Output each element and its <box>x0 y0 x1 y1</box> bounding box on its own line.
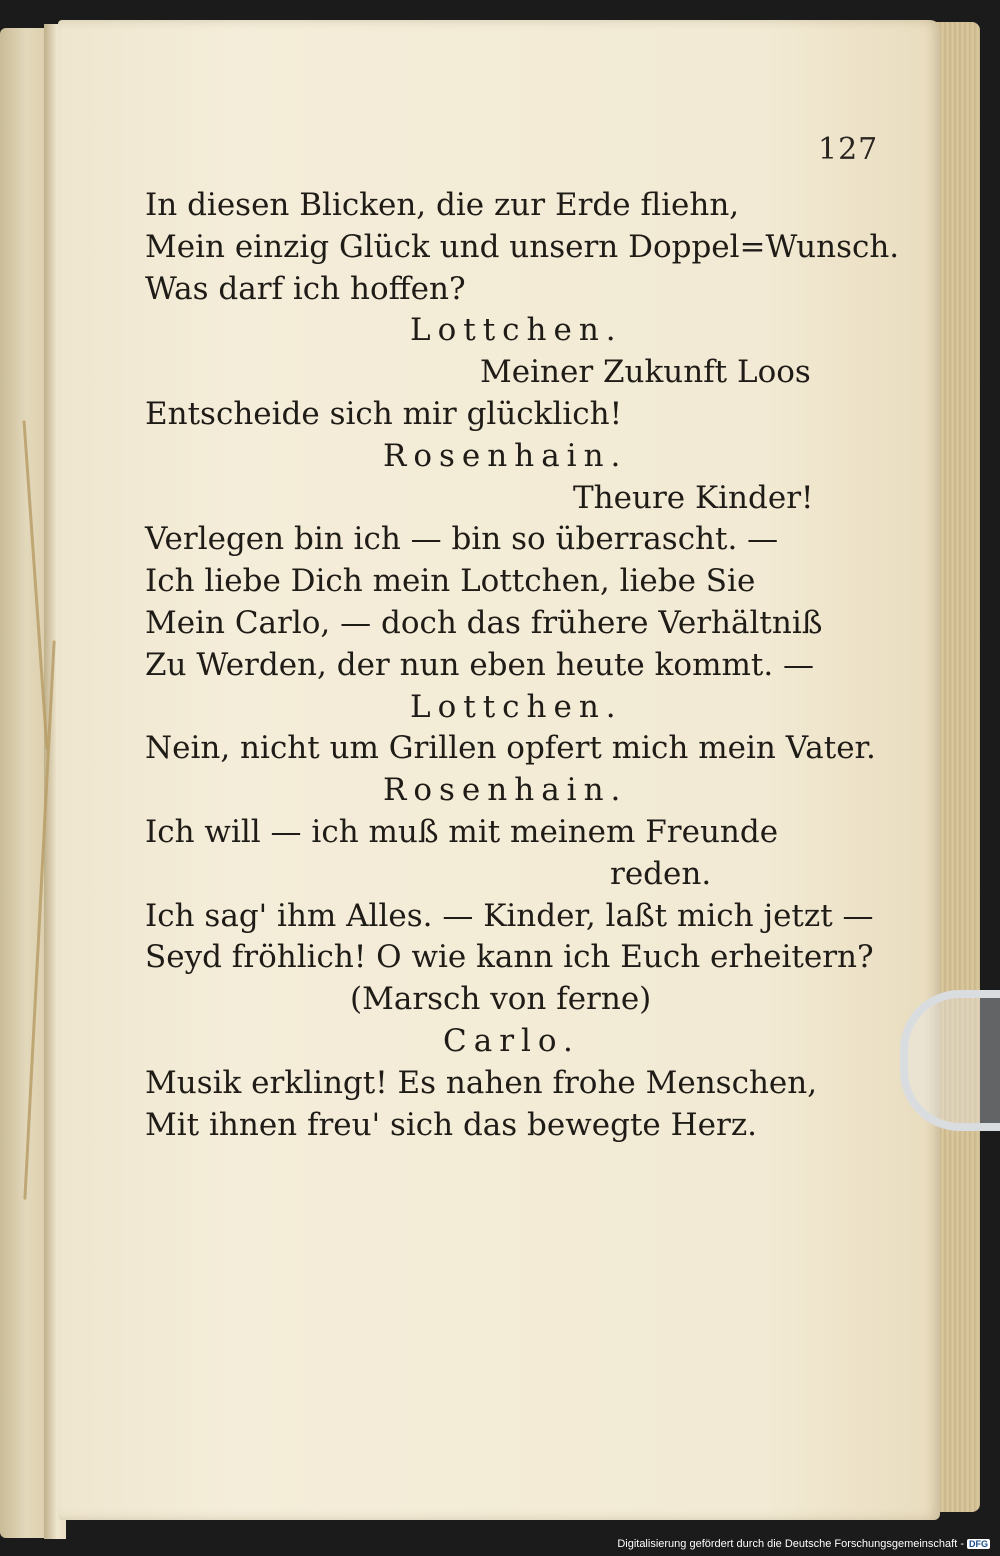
text-line: Ich sag' ihm Alles. — Kinder, laßt mich jetzt — <box>145 897 874 934</box>
text-line: Theure Kinder! <box>573 479 814 516</box>
text-line: Meiner Zukunft Loos <box>480 354 811 391</box>
text-line: Ich liebe Dich mein Lottchen, liebe Sie <box>145 563 756 600</box>
text-block <box>145 185 900 1146</box>
text-line: Zu Werden, der nun eben heute kommt. — <box>145 646 815 683</box>
text-line: Mit ihnen freu' sich das bewegte Herz. <box>145 1106 758 1143</box>
text-line: Entscheide sich mir glücklich! <box>145 395 623 432</box>
text-line: reden. <box>610 855 712 892</box>
book-page <box>58 20 940 1520</box>
stage-direction: (Marsch von ferne) <box>350 981 652 1018</box>
text-line: Nein, nicht um Grillen opfert mich mein Vater. <box>145 730 876 767</box>
text-line: Musik erklingt! Es nahen frohe Menschen, <box>145 1064 818 1101</box>
text-line: Verlegen bin ich — bin so überrascht. — <box>145 521 779 558</box>
page-number: 127 <box>818 132 879 167</box>
text-line: Mein Carlo, — doch das frühere Verhältniß <box>145 604 823 641</box>
text-line: In diesen Blicken, die zur Erde fliehn, <box>145 187 740 223</box>
text-line: Seyd fröhlich! O wie kann ich Euch erheitern? <box>145 939 874 976</box>
dfg-logo: DFG <box>969 1539 988 1549</box>
text-line: Was darf ich hoffen? <box>145 270 466 307</box>
page-clip <box>900 990 1000 1131</box>
footer-credit <box>615 1538 992 1550</box>
speaker-name: Lottchen. <box>410 312 623 349</box>
footer-text: Digitalisierung gefördert durch die Deutsche Forschungsgemeinschaft - <box>617 1538 964 1550</box>
text-line: Ich will — ich muß mit meinem Freunde <box>145 813 779 850</box>
text-line: Mein einzig Glück und unsern Doppel=Wunsch. <box>145 228 900 265</box>
speaker-name: Rosenhain. <box>383 437 628 474</box>
speaker-name: Carlo. <box>443 1022 580 1059</box>
speaker-name: Rosenhain. <box>383 772 628 809</box>
speaker-name: Lottchen. <box>410 688 623 725</box>
